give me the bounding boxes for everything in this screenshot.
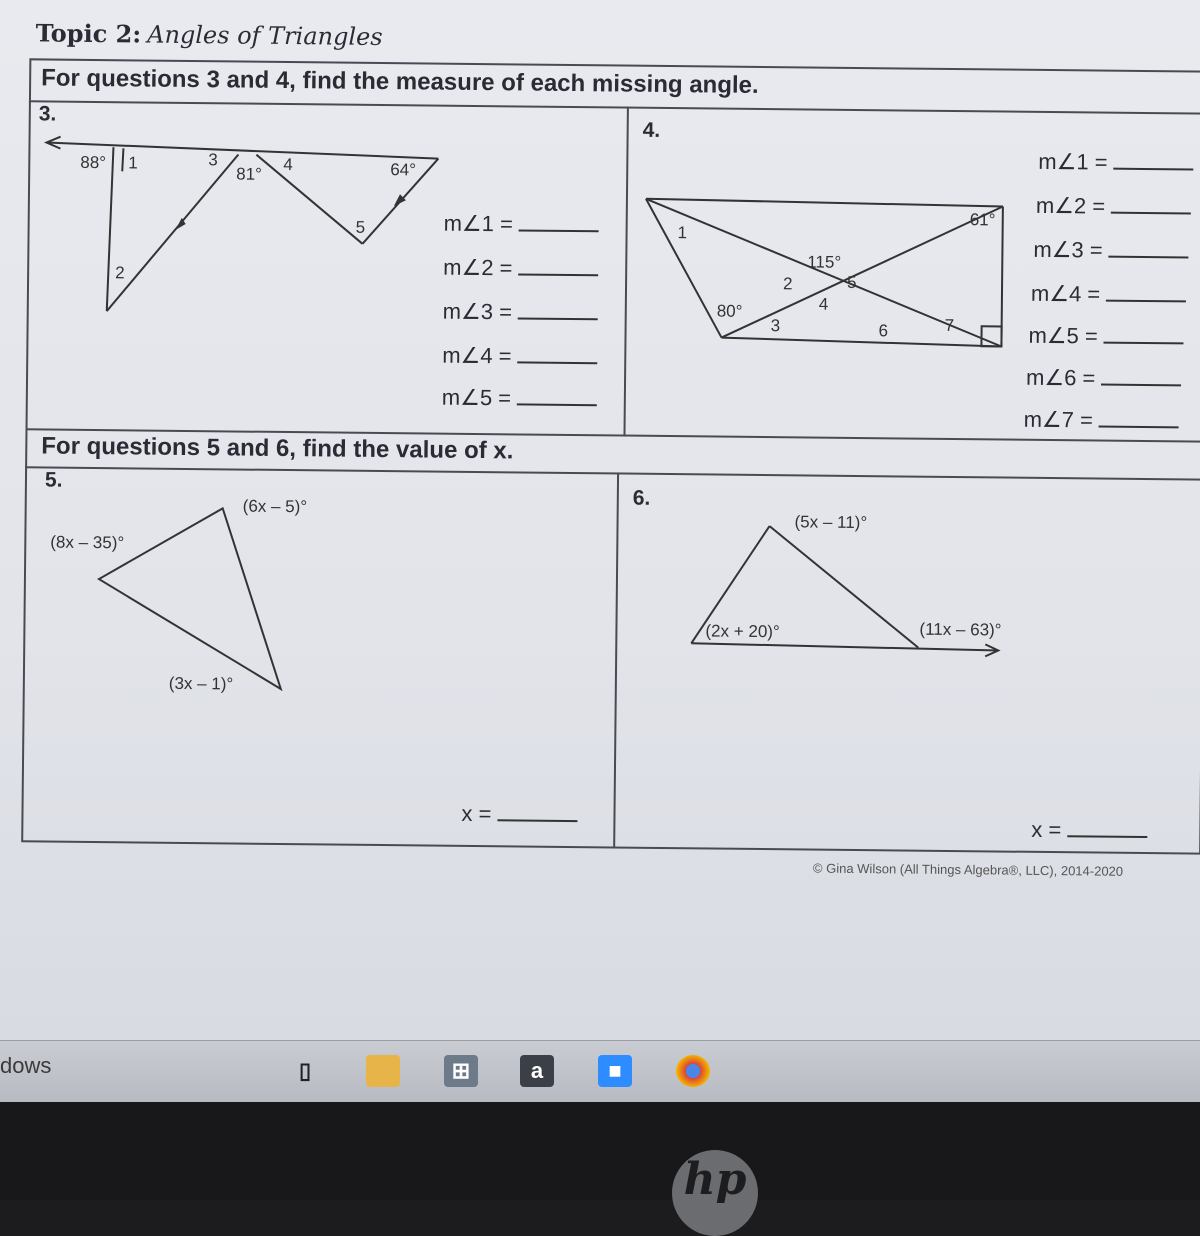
q4-angle-3-label: 3	[770, 316, 781, 336]
q4-angle-7-label: 7	[944, 315, 955, 336]
q6-answer[interactable]: x =	[1031, 817, 1147, 844]
q4-blank-4[interactable]	[1106, 282, 1186, 303]
q4-angle-61: 61°	[969, 210, 996, 230]
copyright: © Gina Wilson (All Things Algebra®, LLC), 2014-2020	[812, 860, 1124, 879]
q4-answer-6[interactable]: m∠6 =	[1026, 365, 1182, 393]
zoom-icon[interactable]: ■	[598, 1055, 632, 1087]
q4-angle-115: 115°	[807, 252, 842, 272]
q6-base	[691, 643, 998, 650]
q4-bottom-line	[721, 338, 1001, 347]
q3-angle-5-label: 5	[355, 217, 366, 237]
laptop-bezel	[0, 1102, 1200, 1200]
instructions-q3-q4: For questions 3 and 4, find the measure of each missing angle.	[41, 64, 759, 99]
question-4-number: 4.	[642, 118, 661, 142]
q4-angle-6-label: 6	[878, 321, 889, 341]
q3-angle-2-label: 2	[115, 263, 125, 283]
question-5-number: 5.	[44, 468, 63, 492]
task-view-icon[interactable]: ▯	[298, 1058, 312, 1083]
q3-answer-2[interactable]: m∠2 =	[443, 255, 599, 283]
q5-answer[interactable]: x =	[461, 801, 577, 828]
q3-diagonal	[107, 153, 239, 312]
q5-blank[interactable]	[497, 801, 577, 822]
q4-angle-80: 80°	[716, 301, 743, 321]
q4-angle-5-label: 5	[846, 272, 857, 292]
amazon-icon[interactable]: a	[520, 1055, 554, 1087]
q4-blank-1[interactable]	[1114, 150, 1194, 171]
chrome-icon[interactable]	[676, 1055, 710, 1087]
taskbar-search-text[interactable]: dows	[0, 1053, 52, 1078]
q3-answer-5[interactable]: m∠5 =	[442, 385, 598, 413]
file-explorer-icon[interactable]	[366, 1055, 400, 1087]
question-6-number: 6.	[632, 486, 651, 510]
q4-blank-5[interactable]	[1104, 324, 1184, 345]
q6-right-side	[768, 526, 919, 648]
q4-angle-4-label: 4	[818, 294, 829, 314]
q3-blank-2[interactable]	[518, 255, 598, 276]
topic-label: Topic 2:	[35, 18, 142, 49]
q3-angle-4-label: 4	[283, 154, 293, 175]
q5-triangle	[98, 507, 283, 689]
q4-blank-7[interactable]	[1099, 408, 1179, 429]
q4-answer-4[interactable]: m∠4 =	[1031, 281, 1187, 309]
q3-blank-4[interactable]	[517, 343, 597, 364]
q6-left-angle: (2x + 20)°	[705, 621, 780, 642]
store-icon[interactable]: ⊞	[444, 1055, 478, 1087]
q4-diagonal-2	[722, 204, 1003, 341]
q3-angle-88: 88°	[80, 152, 107, 173]
q5-bottom-angle: (3x – 1)°	[168, 673, 234, 694]
q4-answer-3[interactable]: m∠3 =	[1033, 237, 1189, 265]
q3-angle-3-label: 3	[208, 150, 218, 170]
topic-title: Angles of Triangles	[147, 20, 383, 52]
q3-answer-3[interactable]: m∠3 =	[443, 299, 599, 327]
instructions-q5-q6: For questions 5 and 6, find the value of x.	[41, 432, 514, 465]
q3-right-angle-mark	[122, 148, 123, 171]
q4-answer-5[interactable]: m∠5 =	[1028, 323, 1184, 351]
q6-blank[interactable]	[1067, 817, 1147, 838]
q3-v-left	[255, 155, 363, 244]
q5-left-angle: (8x – 35)°	[50, 532, 125, 553]
q3-angle-1-label: 1	[128, 153, 138, 173]
q3-blank-1[interactable]	[519, 211, 599, 232]
q3-blank-5[interactable]	[517, 385, 597, 406]
hp-logo: hp	[672, 1150, 758, 1236]
q4-answer-2[interactable]: m∠2 =	[1036, 193, 1192, 221]
q5-top-angle: (6x – 5)°	[242, 496, 308, 517]
taskbar	[0, 1040, 1200, 1103]
q6-right-angle: (11x – 63)°	[919, 619, 1002, 640]
q3-angle-64: 64°	[390, 160, 417, 180]
q3-left-side	[107, 147, 114, 311]
q3-answer-1[interactable]: m∠1 =	[444, 211, 600, 239]
q3-blank-3[interactable]	[518, 299, 598, 320]
q3-answer-4[interactable]: m∠4 =	[442, 343, 598, 371]
q4-blank-3[interactable]	[1109, 238, 1189, 259]
q4-angle-1-label: 1	[677, 223, 688, 243]
q4-answer-1[interactable]: m∠1 =	[1038, 149, 1194, 177]
q4-blank-6[interactable]	[1101, 366, 1181, 387]
q4-top-line	[646, 199, 1003, 207]
q4-blank-2[interactable]	[1111, 194, 1191, 215]
q4-left-side	[645, 199, 723, 338]
q4-angle-2-label: 2	[782, 274, 793, 294]
q6-top-angle: (5x – 11)°	[794, 512, 868, 533]
q3-angle-81: 81°	[236, 164, 263, 184]
question-3-number: 3.	[38, 102, 57, 126]
q4-answer-7[interactable]: m∠7 =	[1024, 407, 1180, 435]
